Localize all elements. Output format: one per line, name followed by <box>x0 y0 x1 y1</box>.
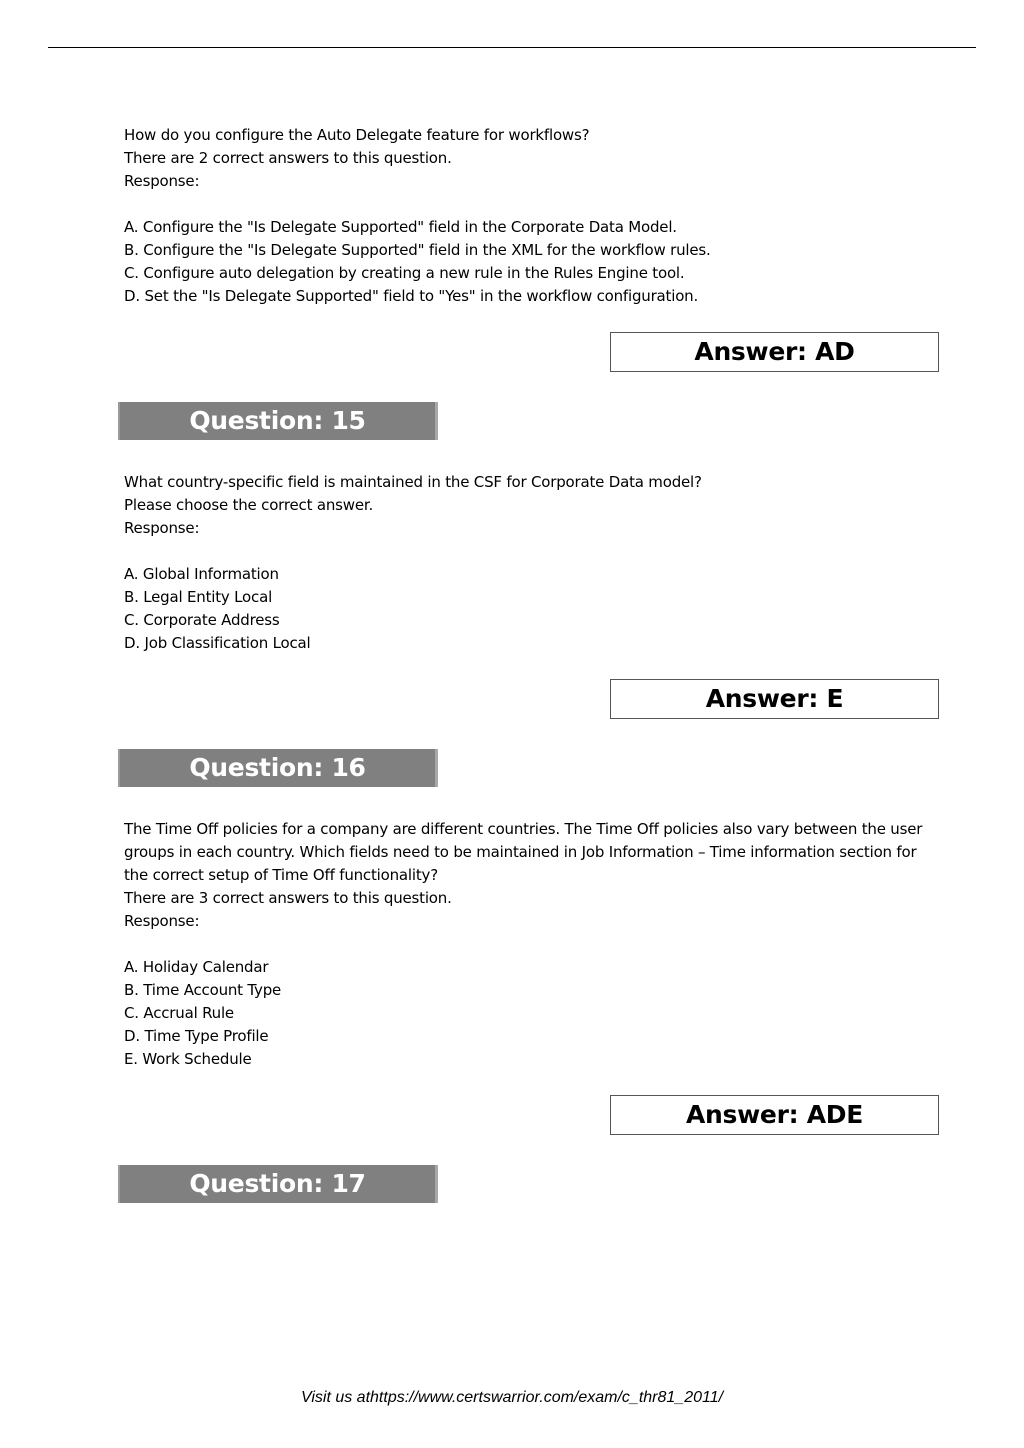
answer-box-15: Answer: E <box>610 679 939 719</box>
question-instruction: Please choose the correct answer. <box>124 496 374 514</box>
response-label: Response: <box>124 172 200 190</box>
top-rule <box>48 47 976 48</box>
question-14-body <box>124 124 944 308</box>
option-d: D. Set the "Is Delegate Supported" field to "Yes" in the workflow configuration. <box>124 287 699 305</box>
response-label: Response: <box>124 912 200 930</box>
option-c: C. Accrual Rule <box>124 1004 234 1022</box>
answer-box-14: Answer: AD <box>610 332 939 372</box>
response-label: Response: <box>124 519 200 537</box>
question-text: How do you configure the Auto Delegate feature for workflows? <box>124 126 590 144</box>
option-b: B. Time Account Type <box>124 981 282 999</box>
option-d: D. Job Classification Local <box>124 634 311 652</box>
option-c: C. Configure auto delegation by creating a new rule in the Rules Engine tool. <box>124 264 685 282</box>
option-b: B. Legal Entity Local <box>124 588 273 606</box>
option-a: A. Global Information <box>124 565 279 583</box>
question-instruction: There are 2 correct answers to this question. <box>124 149 452 167</box>
question-15-body <box>124 471 944 655</box>
question-heading-17: Question: 17 <box>118 1165 438 1203</box>
question-16-body <box>124 818 936 1071</box>
option-d: D. Time Type Profile <box>124 1027 269 1045</box>
option-a: A. Configure the "Is Delegate Supported" field in the Corporate Data Model. <box>124 218 677 236</box>
option-e: E. Work Schedule <box>124 1050 252 1068</box>
footer-link-text: Visit us athttps://www.certswarrior.com/exam/c_thr81_2011/ <box>300 1389 724 1406</box>
question-heading-16: Question: 16 <box>118 749 438 787</box>
option-c: C. Corporate Address <box>124 611 280 629</box>
question-instruction: There are 3 correct answers to this question. <box>124 889 452 907</box>
answer-box-16: Answer: ADE <box>610 1095 939 1135</box>
option-b: B. Configure the "Is Delegate Supported" field in the XML for the workflow rules. <box>124 241 711 259</box>
question-heading-15: Question: 15 <box>118 402 438 440</box>
question-text: The Time Off policies for a company are different countries. The Time Off policies also vary between the user groups in each country. Which fields need to be maintained in Job Information – Time information section for the correct setup of Time Off functionality? <box>124 820 923 884</box>
question-text: What country-specific field is maintained in the CSF for Corporate Data model? <box>124 473 702 491</box>
option-a: A. Holiday Calendar <box>124 958 269 976</box>
